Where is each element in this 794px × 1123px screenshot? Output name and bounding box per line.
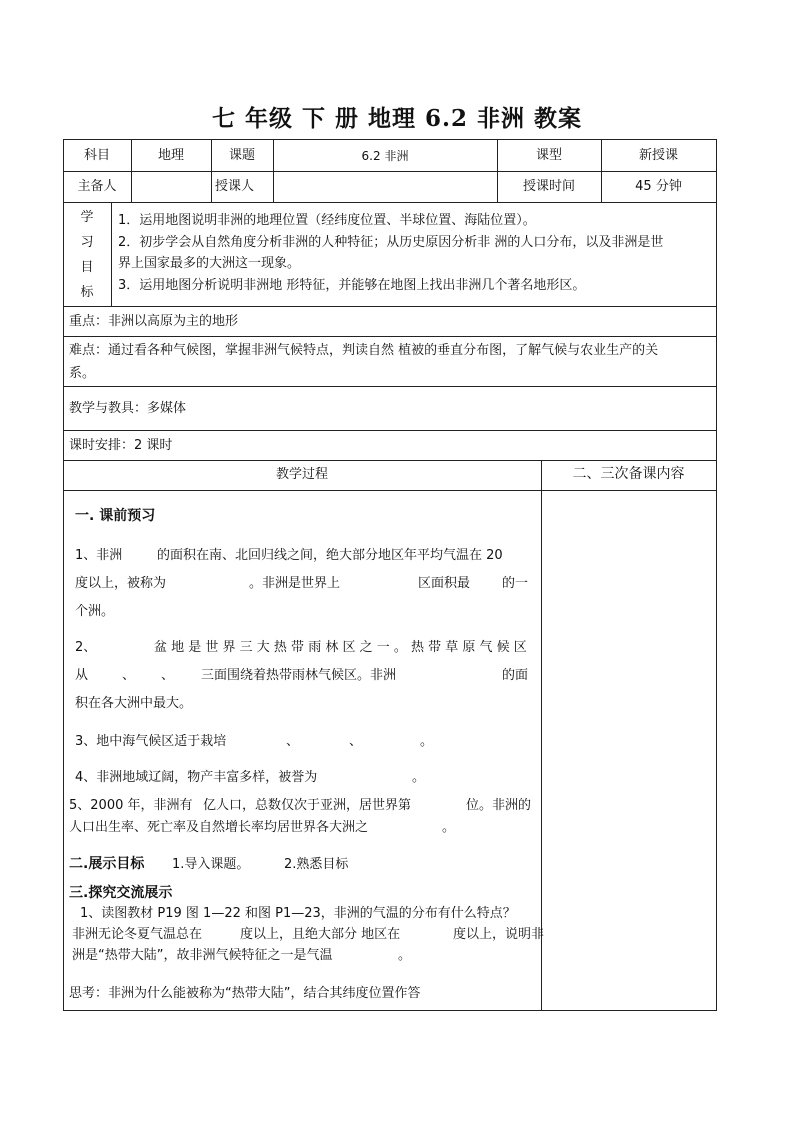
explore-answer-text: 洲是“热带大陆”，故非洲气候特征之一是气温: [72, 948, 333, 963]
preparer-label: 主备人: [77, 179, 117, 194]
subject-label: 科目: [83, 148, 110, 163]
explore-answer-text: 度以上，且绝大部分 地区在: [240, 927, 401, 942]
preview-q5-text: 人口出生率、死亡率及自然增长率均居世界各大洲之: [69, 820, 369, 835]
teaching-tools: 教学与教具：多媒体: [69, 401, 187, 416]
preview-q4-text: 。: [412, 770, 426, 785]
topic-value: 6.2 非洲: [361, 149, 409, 163]
type-value: 新授课: [638, 148, 678, 163]
objective-item: 2．初步学会从自然角度分析非洲的人种特征；从历史原因分析非 洲的人口分布，以及非洲是世: [118, 235, 664, 250]
explore-heading: 三.探究交流展示: [69, 885, 173, 901]
preview-q1-text: 的一: [502, 576, 529, 591]
objective-item: 1．运用地图说明非洲的地理位置（经纬度位置、半球位置、海陆位置）。: [118, 213, 536, 228]
objectives-label-char: 习: [80, 235, 94, 250]
process-header: 教学过程: [275, 467, 328, 482]
preview-q5-text: 位。非洲的: [466, 798, 532, 813]
objective-item: 3．运用地图分析说明非洲地 形特征，并能够在地图上找出非洲几个著名地形区。: [118, 278, 586, 293]
objectives-label-char: 目: [80, 260, 94, 275]
time-label: 授课时间: [522, 179, 575, 194]
preview-q1-text: 区面积最: [418, 576, 471, 591]
preview-q4-text: 4、非洲地域辽阔，物产丰富多样，被誉为: [75, 770, 318, 785]
topic-label: 课题: [228, 148, 255, 163]
preview-q1-text: 。非洲是世界上: [249, 576, 341, 591]
goals-heading: 二.展示目标: [69, 856, 145, 872]
teacher-label: 授课人: [215, 179, 255, 194]
explore-think: 思考：非洲为什么能被称为“热带大陆”，结合其纬度位置作答: [69, 986, 421, 1001]
key-point: 重点：非洲以高原为主的地形: [69, 314, 239, 329]
preview-q3-text: 、: [349, 734, 363, 749]
goals-item: 1.导入课题。: [172, 857, 250, 872]
preview-q2-text: 盆 地 是 世 界 三 大 热 带 雨 林 区 之 一 。 热 带 草 原 气 候 区: [154, 640, 527, 655]
page-title: 七 年级 下 册 地理 6.2 非洲 教案: [211, 105, 583, 132]
preview-q2-text: 、: [122, 668, 136, 683]
preview-q5-text: 5、2000 年，非洲有: [69, 798, 193, 813]
preview-q3-text: 。: [420, 734, 434, 749]
explore-answer-text: 。: [398, 948, 412, 963]
preview-q1-text: 1、非洲: [75, 548, 123, 563]
preview-q3-text: 、: [286, 734, 300, 749]
preview-q2-text: 三面围绕着热带雨林气候区。非洲: [201, 668, 397, 683]
preview-q3-text: 3、地中海气候区适于栽培: [75, 734, 227, 749]
preview-q2-text: 从: [75, 668, 89, 683]
preview-q5-text: 。: [442, 820, 456, 835]
explore-answer-text: 度以上，说明非: [453, 927, 545, 942]
class-schedule: 课时安排：2 课时: [69, 438, 173, 453]
goals-item: 2.熟悉目标: [284, 857, 349, 872]
type-label: 课型: [535, 148, 562, 163]
preview-q1-text: 个洲。: [75, 604, 115, 619]
objectives-label-char: 标: [80, 285, 94, 300]
difficulty-line: 难点：通过看各种气候图，掌握非洲气候特点，判读自然 植被的垂直分布图，了解气候与农业生产的关: [69, 343, 659, 358]
preview-q2-text: 、: [161, 668, 175, 683]
objectives-label-char: 学: [80, 210, 94, 225]
preview-q2-text: 的面: [502, 668, 529, 683]
notes-header: 二、三次备课内容: [572, 466, 685, 482]
explore-question: 1、读图教材 P19 图 1—22 和图 P1—23，非洲的气温的分布有什么特点？: [80, 906, 516, 921]
preview-q5-text: 亿人口，总数仅次于亚洲，居世界第: [203, 798, 412, 813]
preview-q1-text: 度以上，被称为: [75, 576, 167, 591]
preview-heading: 一. 课前预习: [75, 508, 156, 524]
objective-item: 界上国家最多的大洲这一现象。: [118, 256, 301, 271]
preview-q2-text: 2、: [75, 640, 97, 655]
difficulty-line: 系。: [69, 366, 96, 381]
time-value: 45 分钟: [635, 179, 682, 194]
preview-q1-text: 的面积在南、北回归线之间，绝大部分地区年平均气温在 20: [157, 548, 503, 563]
preview-q2-text: 积在各大洲中最大。: [75, 696, 193, 711]
subject-value: 地理: [157, 148, 184, 163]
explore-answer-text: 非洲无论冬夏气温总在: [72, 927, 203, 942]
